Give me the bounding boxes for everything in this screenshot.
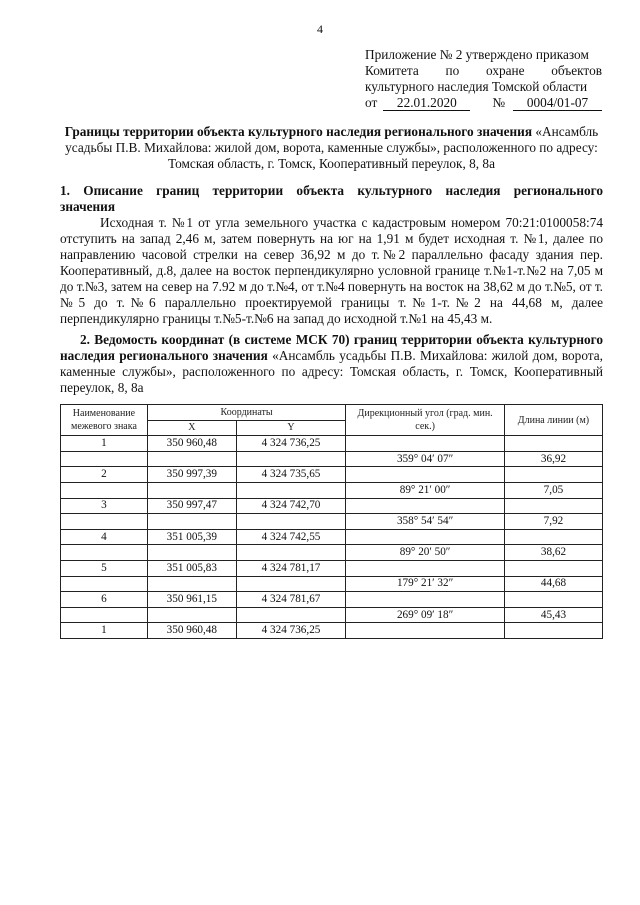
cell-y [236, 607, 346, 623]
cell-x: 350 960,48 [147, 436, 236, 452]
appendix-date-line [365, 95, 602, 111]
cell-y [236, 514, 346, 530]
cell-angle [346, 592, 505, 608]
cell-length [504, 560, 602, 576]
cell-x [147, 451, 236, 467]
header-x: X [147, 420, 236, 436]
cell-y: 4 324 781,17 [236, 560, 346, 576]
table-row [61, 576, 603, 592]
cell-length: 36,92 [504, 451, 602, 467]
cell-marker: 6 [61, 592, 148, 608]
cell-x [147, 545, 236, 561]
cell-x [147, 607, 236, 623]
title-object-name: «Ансамбль усадьбы П.В. Михайлова: жилой дом, ворота, каменные службы», расположенного по адресу: Томская область, г. Томск, Кооперативный переулок, 8, 8а [65, 124, 599, 171]
cell-length: 38,62 [504, 545, 602, 561]
cell-angle [346, 498, 505, 514]
table-row [61, 436, 603, 452]
table-row [61, 482, 603, 498]
cell-angle [346, 436, 505, 452]
cell-marker [61, 607, 148, 623]
cell-y: 4 324 736,25 [236, 623, 346, 639]
cell-marker [61, 576, 148, 592]
cell-x: 350 961,15 [147, 592, 236, 608]
cell-angle [346, 467, 505, 483]
cell-y: 4 324 735,65 [236, 467, 346, 483]
appendix-approval-block [365, 47, 602, 111]
table-row [61, 467, 603, 483]
header-length: Длина линии (м) [504, 405, 602, 436]
cell-length [504, 623, 602, 639]
table-row [61, 560, 603, 576]
table-row [61, 451, 603, 467]
number-prefix: № [492, 95, 506, 110]
cell-y [236, 576, 346, 592]
coordinates-table [60, 404, 603, 639]
cell-marker: 3 [61, 498, 148, 514]
appendix-line-1: Приложение № 2 утверждено приказом [365, 47, 589, 62]
page-number: 4 [317, 22, 323, 36]
appendix-line-2: Комитета по охране объектов [365, 63, 602, 78]
header-angle: Дирекционный угол (град. мин. сек.) [346, 405, 505, 436]
section-1-heading-line-1: 1. Описание границ территории объекта культурного наследия регионального [60, 183, 603, 198]
appendix-line-3: культурного наследия Томской области [365, 79, 588, 94]
date-prefix: от [365, 95, 378, 110]
cell-length [504, 592, 602, 608]
cell-x: 350 997,39 [147, 467, 236, 483]
cell-x: 350 960,48 [147, 623, 236, 639]
table-body [61, 436, 603, 639]
order-date: 22.01.2020 [383, 95, 470, 111]
table-row [61, 592, 603, 608]
cell-length [504, 436, 602, 452]
cell-marker: 4 [61, 529, 148, 545]
table-row [61, 498, 603, 514]
header-y: Y [236, 420, 346, 436]
cell-angle: 359° 04′ 07″ [346, 451, 505, 467]
order-number: 0004/01-07 [513, 95, 602, 111]
cell-length: 7,05 [504, 482, 602, 498]
section-1-heading-line-2: значения [60, 199, 116, 214]
cell-marker: 1 [61, 623, 148, 639]
cell-x [147, 482, 236, 498]
section-2 [60, 332, 603, 396]
cell-marker [61, 514, 148, 530]
header-coordinates: Координаты [147, 405, 345, 421]
cell-angle: 358° 54′ 54″ [346, 514, 505, 530]
cell-length [504, 529, 602, 545]
cell-x: 351 005,39 [147, 529, 236, 545]
cell-y: 4 324 781,67 [236, 592, 346, 608]
cell-marker: 1 [61, 436, 148, 452]
cell-marker: 2 [61, 467, 148, 483]
cell-length: 44,68 [504, 576, 602, 592]
cell-length [504, 498, 602, 514]
cell-x: 351 005,83 [147, 560, 236, 576]
cell-length [504, 467, 602, 483]
cell-x [147, 514, 236, 530]
title-bold: Границы территории объекта культурного наследия регионального значения [64, 124, 533, 139]
cell-angle: 89° 21′ 00″ [346, 482, 505, 498]
cell-marker: 5 [61, 560, 148, 576]
section-1 [60, 183, 603, 327]
document-title [60, 124, 603, 172]
cell-x: 350 997,47 [147, 498, 236, 514]
cell-length: 7,92 [504, 514, 602, 530]
cell-angle: 89° 20′ 50″ [346, 545, 505, 561]
table-row [61, 607, 603, 623]
cell-angle [346, 560, 505, 576]
cell-y: 4 324 736,25 [236, 436, 346, 452]
cell-y: 4 324 742,70 [236, 498, 346, 514]
section-2-heading: 2. Ведомость координат (в системе МСК 70) границ территории объекта культурного наследия регионального значения [60, 332, 603, 363]
cell-y [236, 545, 346, 561]
header-marker: Наименование межевого знака [61, 405, 148, 436]
table-row [61, 529, 603, 545]
section-1-description: Исходная т. №1 от угла земельного участка с кадастровым номером 70:21:0100058:74 отступить на запад 2,46 м, затем повернуть на юг на 1,91 м будет исходная т. №1, далее по направлению часовой стрелки на север 36,92 м до т.№2 параллельно фасаду здания пер. Кооперативный, д.8, далее на восток перпендикулярно условной границе т.№1-т.№2 на 7,05 м до т.№3, затем на север на 7.92 м до т.№4, от т.№4 повернуть на восток на 38,62 м до т.№5, от т.№5 до т.№6 параллельно проектируемой границы т.№1-т.№2 на 44,68 м, далее перпендикулярно границы т.№5-т.№6 на запад до исходной т.№1 на 45,43 м. [60, 215, 603, 326]
cell-marker [61, 545, 148, 561]
cell-marker [61, 451, 148, 467]
cell-y: 4 324 742,55 [236, 529, 346, 545]
cell-length: 45,43 [504, 607, 602, 623]
table-row [61, 545, 603, 561]
section-2-object: «Ансамбль усадьбы П.В. Михайлова: жилой дом, ворота, каменные службы», расположенного по адресу: Томская область, г. Томск, Кооперативный переулок, 8, 8а [60, 348, 603, 395]
table-row [61, 514, 603, 530]
table-row [61, 623, 603, 639]
cell-angle: 269° 09′ 18″ [346, 607, 505, 623]
cell-angle [346, 623, 505, 639]
cell-x [147, 576, 236, 592]
cell-angle [346, 529, 505, 545]
cell-marker [61, 482, 148, 498]
cell-y [236, 451, 346, 467]
cell-y [236, 482, 346, 498]
cell-angle: 179° 21′ 32″ [346, 576, 505, 592]
